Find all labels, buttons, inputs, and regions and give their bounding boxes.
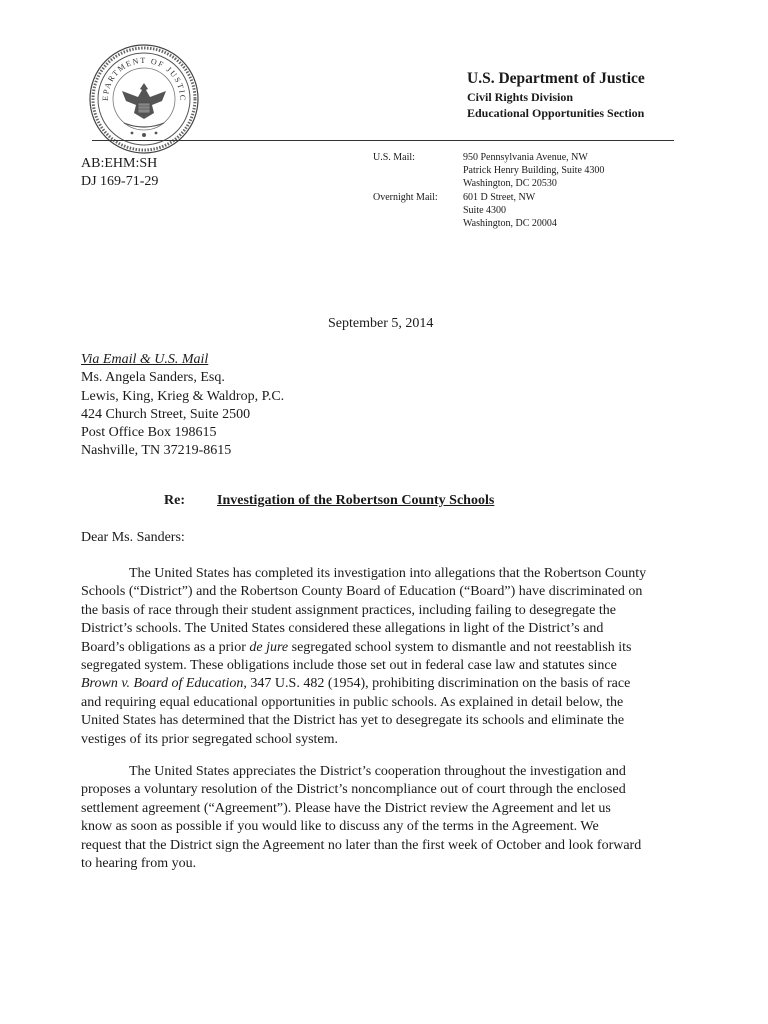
paragraph-line: The United States appreciates the District’s cooperation throughout the investigation and xyxy=(129,764,626,779)
paragraph-line: The United States has completed its investigation into allegations that the Robertson County xyxy=(129,566,647,581)
address-line: Patrick Henry Building, Suite 4300 xyxy=(463,165,605,177)
paragraph-line: proposes a voluntary resolution of the District’s noncompliance out of court through the enclosed xyxy=(81,782,626,798)
address-line: Washington, DC 20530 xyxy=(463,178,557,190)
recipient-line: Nashville, TN 37219-8615 xyxy=(81,443,232,459)
paragraph-line xyxy=(81,675,691,693)
paragraph-line: request that the District sign the Agreement no later than the first week of October and look forward xyxy=(81,837,642,853)
mailing-addresses xyxy=(373,151,604,230)
overnight-mail-address xyxy=(373,191,604,231)
line-text: segregated school system to dismantle and not reestablish its xyxy=(288,639,632,655)
body-paragraph-2 xyxy=(81,763,691,873)
seal-inscription: EPARTMENT OF JUSTIC xyxy=(100,55,188,102)
italic-term: de jure xyxy=(249,639,289,655)
recipient-line: Lewis, King, Krieg & Waldrop, P.C. xyxy=(81,388,285,404)
address-line: 950 Pennsylvania Avenue, NW xyxy=(463,152,588,163)
salutation: Dear Ms. Sanders: xyxy=(81,530,185,545)
paragraph-line: settlement agreement (“Agreement”). Please have the District review the Agreement and let us xyxy=(81,800,611,816)
recipient-line: Post Office Box 198615 xyxy=(81,425,217,441)
paragraph-line: to hearing from you. xyxy=(81,856,197,872)
us-mail-label: U.S. Mail: xyxy=(373,152,415,163)
line-text: , 347 U.S. 482 (1954), prohibiting discrimination on the basis of race xyxy=(243,676,631,692)
paragraph-line xyxy=(81,639,691,657)
reference-codes xyxy=(81,155,158,191)
address-line: 601 D Street, NW xyxy=(463,191,536,203)
paragraph-line: vestiges of its prior segregated school system. xyxy=(81,731,339,747)
letterhead xyxy=(467,69,757,121)
us-mail-address xyxy=(373,151,604,191)
paragraph-line: District’s schools. The United States considered these allegations in light of the District’s and xyxy=(81,621,604,637)
paragraph-line: United States has determined that the District has yet to desegregate its schools and eliminate the xyxy=(81,713,625,729)
address-line: Washington, DC 20004 xyxy=(463,218,557,230)
letterhead-divider xyxy=(92,140,674,141)
division-name: Civil Rights Division xyxy=(467,90,574,104)
line-text: Board’s obligations as a prior xyxy=(81,639,250,655)
subject-line xyxy=(164,493,494,509)
initials: AB:EHM:SH xyxy=(81,156,158,171)
paragraph-line: Schools (“District”) and the Robertson County Board of Education (“Board”) have discriminated on xyxy=(81,584,643,600)
subject-text: Investigation of the Robertson County Schools xyxy=(217,493,495,508)
paragraph-line: and requiring equal educational opportunities in public schools. As explained in detail below, the xyxy=(81,694,624,710)
address-line: Suite 4300 xyxy=(463,204,507,216)
doj-seal xyxy=(88,43,200,155)
paragraph-line: the basis of race through their student assignment practices, including failing to desegregate the xyxy=(81,602,616,618)
body-paragraph-1 xyxy=(81,565,691,749)
seal-emblem-icon xyxy=(88,43,200,155)
recipient-block xyxy=(81,351,284,461)
case-citation: Brown v. Board of Education xyxy=(81,676,244,692)
recipient-line: Ms. Angela Sanders, Esq. xyxy=(81,370,225,386)
letter-date: September 5, 2014 xyxy=(328,316,434,331)
section-name: Educational Opportunities Section xyxy=(467,106,645,120)
recipient-line: 424 Church Street, Suite 2500 xyxy=(81,406,251,422)
paragraph-line: segregated system. These obligations include those set out in federal case law and statutes since xyxy=(81,658,617,674)
subject-label: Re: xyxy=(164,493,185,508)
file-number: DJ 169-71-29 xyxy=(81,174,159,189)
department-name: U.S. Department of Justice xyxy=(467,70,645,87)
overnight-mail-label: Overnight Mail: xyxy=(373,191,438,203)
paragraph-line: know as soon as possible if you would like to discuss any of the terms in the Agreement. We xyxy=(81,819,599,835)
delivery-method: Via Email & U.S. Mail xyxy=(81,352,209,367)
